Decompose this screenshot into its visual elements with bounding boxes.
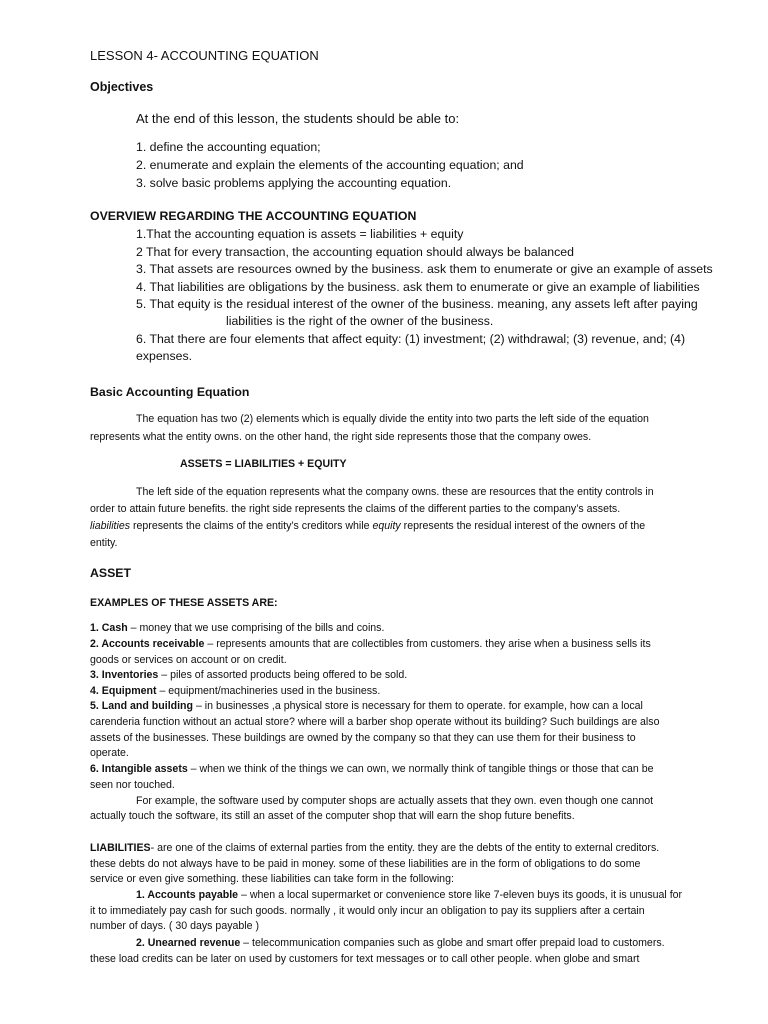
liability-item-cont: these load credits can be later on used by customers for text messages or to call other people. when globe and smart xyxy=(90,953,640,965)
objectives-intro: At the end of this lesson, the students should be able to: xyxy=(136,111,460,126)
lesson-title: LESSON 4- ACCOUNTING EQUATION xyxy=(90,48,319,63)
liability-item xyxy=(136,937,722,949)
asset-item xyxy=(90,669,722,681)
asset-item-cont: seen nor touched. xyxy=(90,779,175,791)
liabilities-term: LIABILITIES xyxy=(90,842,151,854)
asset-text: – when we think of the things we can own, we normally think of tangible things or those that can be xyxy=(187,763,654,775)
asset-item-cont: For example, the software used by computer shops are actually assets that they own. even though one cannot xyxy=(136,795,654,807)
asset-term: 1. Cash xyxy=(90,622,128,634)
asset-item-cont: actually touch the software, its still an asset of the computer shop that will earn the shop future benefits. xyxy=(90,810,575,822)
asset-item xyxy=(90,763,722,775)
liabilities-line: these debts do not always have to be paid in money. some of these liabilities are in the form of obligations to do some xyxy=(90,858,641,870)
liability-item-cont: it to immediately pay cash for such goods. normally , it would only incur an obligation to pay its suppliers after a certain xyxy=(90,905,645,917)
asset-term: 3. Inventories xyxy=(90,669,159,681)
overview-item: 6. That there are four elements that affect equity: (1) investment; (2) withdrawal; (3) revenue, and; (4) xyxy=(136,332,686,346)
examples-heading: EXAMPLES OF THESE ASSETS ARE: xyxy=(90,597,278,609)
asset-text: – money that we use comprising of the bills and coins. xyxy=(127,622,385,634)
overview-item: 1.That the accounting equation is assets = liabilities + equity xyxy=(136,227,464,241)
paragraph-text: represents the claims of the entity’s creditors while xyxy=(130,520,373,532)
objective-item: 3. solve basic problems applying the accounting equation. xyxy=(136,176,452,190)
basic-paragraph-line: The equation has two (2) elements which is equally divide the entity into two parts the left side of the equation xyxy=(136,413,649,425)
asset-text: – equipment/machineries used in the business. xyxy=(156,685,381,697)
liability-text: – when a local supermarket or convenience store like 7-eleven buys its goods, it is unusual for xyxy=(238,889,683,901)
overview-item: liabilities is the right of the owner of the business. xyxy=(226,314,494,328)
asset-item-cont: carenderia function without an actual store? where will a barber shop operate without its building? Such buildings are also xyxy=(90,716,660,728)
basic-paragraph-line: order to attain future benefits. the right side represents the claims of the different parties to the company’s assets. xyxy=(90,503,621,515)
overview-item: 2 That for every transaction, the accounting equation should always be balanced xyxy=(136,245,574,259)
asset-heading: ASSET xyxy=(90,566,131,580)
asset-term: 4. Equipment xyxy=(90,685,157,697)
asset-item xyxy=(90,685,722,697)
asset-item xyxy=(90,700,722,712)
basic-paragraph-line: entity. xyxy=(90,537,118,549)
asset-text: – piles of assorted products being offered to be sold. xyxy=(158,669,408,681)
overview-item: 4. That liabilities are obligations by the business. ask them to enumerate or give an example of liabilities xyxy=(136,280,700,294)
objectives-heading: Objectives xyxy=(90,80,154,94)
basic-paragraph-line: The left side of the equation represents what the company owns. these are resources that the entity controls in xyxy=(136,486,654,498)
asset-item xyxy=(90,638,722,650)
overview-item: 5. That equity is the residual interest of the owner of the business. meaning, any assets left after paying xyxy=(136,297,698,311)
asset-item-cont: goods or services on account or on credit. xyxy=(90,654,287,666)
basic-heading: Basic Accounting Equation xyxy=(90,385,250,399)
liability-term: 2. Unearned revenue xyxy=(136,937,241,949)
liabilities-line: service or even give something. these liabilities can take form in the following: xyxy=(90,873,454,885)
liability-item-cont: number of days. ( 30 days payable ) xyxy=(90,920,260,932)
objective-item: 1. define the accounting equation; xyxy=(136,140,321,154)
basic-paragraph-line: represents what the entity owns. on the other hand, the right side represents those that the company owes. xyxy=(90,431,592,443)
liabilities-term: liabilities xyxy=(90,520,131,532)
asset-term: 2. Accounts receivable xyxy=(90,638,205,650)
overview-item: 3. That assets are resources owned by the business. ask them to enumerate or give an example of assets xyxy=(136,262,713,276)
asset-item xyxy=(90,622,722,634)
paragraph-text: represents the residual interest of the owners of the xyxy=(400,520,646,532)
liabilities-line xyxy=(90,842,722,854)
asset-text: – in businesses ,a physical store is necessary for them to operate. for example, how can a local xyxy=(193,700,643,712)
overview-item: expenses. xyxy=(136,349,193,363)
equity-term: equity xyxy=(372,520,401,532)
liability-term: 1. Accounts payable xyxy=(136,889,239,901)
liability-item xyxy=(136,889,722,901)
liability-text: – telecommunication companies such as globe and smart offer prepaid load to customers. xyxy=(240,937,665,949)
asset-item-cont: assets of the businesses. These buildings are owned by the company so that they can use them for their business to xyxy=(90,732,636,744)
asset-term: 6. Intangible assets xyxy=(90,763,188,775)
basic-paragraph-line xyxy=(90,520,722,532)
overview-heading: OVERVIEW REGARDING THE ACCOUNTING EQUATION xyxy=(90,209,417,223)
equation: ASSETS = LIABILITIES + EQUITY xyxy=(180,458,347,470)
liabilities-text: - are one of the claims of external parties from the entity. they are the debts of the entity to external creditors. xyxy=(150,842,660,854)
asset-text: – represents amounts that are collectibles from customers. they arise when a business sells its xyxy=(204,638,651,650)
objective-item: 2. enumerate and explain the elements of the accounting equation; and xyxy=(136,158,524,172)
asset-term: 5. Land and building xyxy=(90,700,193,712)
asset-item-cont: operate. xyxy=(90,747,129,759)
